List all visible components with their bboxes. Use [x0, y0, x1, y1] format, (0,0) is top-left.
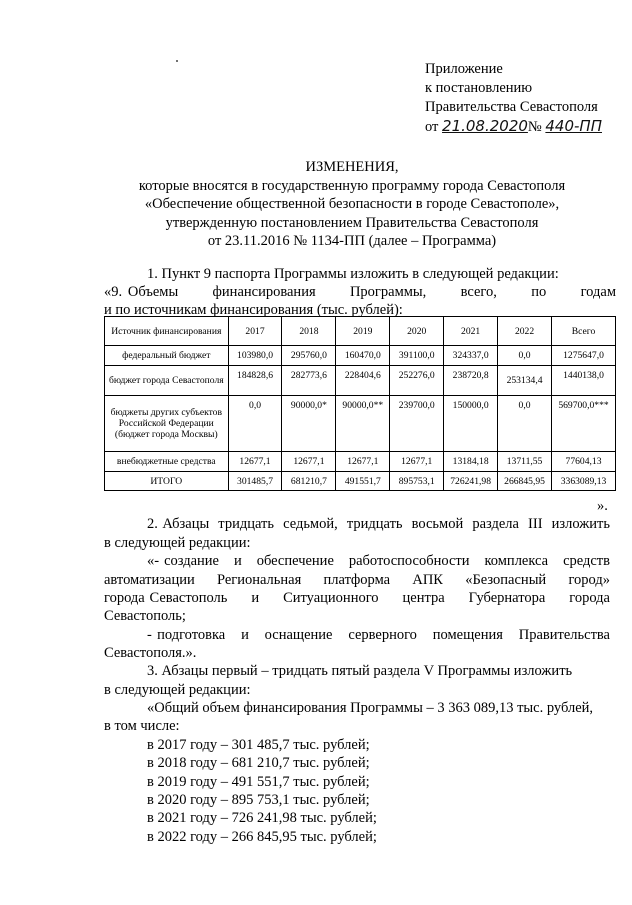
table-row [105, 366, 616, 396]
table-cell: 324337,0 [444, 346, 498, 366]
table-header-cell: Источник финансирования [105, 317, 229, 346]
annex-line-1: Приложение [425, 61, 503, 77]
year-line: в 2019 году – 491 551,7 тыс. рублей; [147, 774, 370, 790]
item-2-quote-2-line-2: Севастополя.». [104, 645, 197, 661]
table-cell: 1440138,0 [552, 366, 616, 396]
table-cell: 90000,0** [336, 396, 390, 452]
table-header-cell: 2020 [390, 317, 444, 346]
year-line: в 2022 году – 266 845,95 тыс. рублей; [147, 829, 377, 845]
table-cell: 12677,1 [228, 452, 282, 472]
table-cell: 184828,6 [228, 366, 282, 396]
scan-speck [176, 60, 178, 62]
table-cell: 569700,0*** [552, 396, 616, 452]
table-cell: 13711,55 [498, 452, 552, 472]
table-cell: 681210,7 [282, 472, 336, 491]
table-cell: 160470,0 [336, 346, 390, 366]
item-1-quote-line-1: «9. Объемы финансирования Программы, всего, по годам [104, 284, 616, 300]
table-header-cell: 2017 [228, 317, 282, 346]
document-title [92, 158, 612, 251]
item-3-intro-line-2: в следующей редакции: [104, 682, 251, 698]
table-row [105, 452, 616, 472]
table-cell: 12677,1 [390, 452, 444, 472]
table-cell: 253134,4 [498, 366, 552, 396]
table-cell: бюджет города Севастополя [105, 366, 229, 396]
table-cell: 1275647,0 [552, 346, 616, 366]
table-cell: 90000,0* [282, 396, 336, 452]
title-line-3: утвержденную постановлением Правительства Севастополя [165, 214, 539, 231]
item-3-total-line-2: в том числе: [104, 718, 180, 734]
table-cell: бюджеты других субъектов Российской Федерации (бюджет города Москвы) [105, 396, 229, 452]
item-2-quote-1-line-3: города Севастополь и Ситуационного центра Губернатора города [104, 590, 610, 606]
table-cell: ИТОГО [105, 472, 229, 491]
table-cell: 150000,0 [444, 396, 498, 452]
title-line-2: «Обеспечение общественной безопасности в городе Севастополе», [144, 196, 560, 212]
sign-number: 440-ПП [545, 117, 602, 135]
table-cell: 103980,0 [228, 346, 282, 366]
year-line: в 2020 году – 895 753,1 тыс. рублей; [147, 792, 370, 808]
table-cell: 0,0 [498, 346, 552, 366]
table-cell: 12677,1 [336, 452, 390, 472]
table-row [105, 472, 616, 491]
year-line: в 2021 году – 726 241,98 тыс. рублей; [147, 810, 377, 826]
table-cell: 0,0 [498, 396, 552, 452]
table-cell: 239700,0 [390, 396, 444, 452]
sign-date: 21.08.2020 [442, 117, 528, 135]
financing-table [104, 316, 616, 491]
sign-prefix: от [425, 119, 439, 135]
annex-line-2: к постановлению [425, 80, 533, 96]
item-1-text: 1. Пункт 9 паспорта Программы изложить в следующей редакции: [147, 266, 559, 282]
table-cell: 491551,7 [336, 472, 390, 491]
table-row [105, 396, 616, 452]
title-heading: ИЗМЕНЕНИЯ, [305, 159, 399, 175]
item-2-quote-1-line-2: автоматизации Региональная платформа АПК «Безопасный город» [104, 572, 610, 588]
item-3-intro-line-1: 3. Абзацы первый – тридцать пятый раздела V Программы изложить [147, 663, 573, 679]
table-cell: 391100,0 [390, 346, 444, 366]
year-line: в 2017 году – 301 485,7 тыс. рублей; [147, 737, 370, 753]
table-cell: 266845,95 [498, 472, 552, 491]
item-2-quote-1-line-4: Севастополь; [104, 608, 186, 624]
table-close-quote: ». [597, 498, 608, 514]
annex-line-3: Правительства Севастополя [425, 99, 598, 115]
table-cell: 282773,6 [282, 366, 336, 396]
table-header-row [105, 317, 616, 346]
item-2-intro-line-2: в следующей редакции: [104, 535, 251, 551]
item-2-quote-2-line-1: - подготовка и оснащение серверного помещения Правительства [147, 627, 610, 643]
table-cell: 726241,98 [444, 472, 498, 491]
table-header-cell: 2019 [336, 317, 390, 346]
table-cell: 238720,8 [444, 366, 498, 396]
annex-block [425, 60, 602, 137]
table-cell: 0,0 [228, 396, 282, 452]
table-cell: 301485,7 [228, 472, 282, 491]
sign-no-label: № [527, 119, 542, 135]
table-header-cell: Всего [552, 317, 616, 346]
title-line-4: от 23.11.2016 № 1134-ПП (далее – Программа) [207, 233, 497, 249]
item-3-total-line-1: «Общий объем финансирования Программы – 3 363 089,13 тыс. рублей, [147, 700, 594, 716]
table-row [105, 346, 616, 366]
table-cell: 252276,0 [390, 366, 444, 396]
table-header-cell: 2018 [282, 317, 336, 346]
table-cell: 895753,1 [390, 472, 444, 491]
table-cell: 12677,1 [282, 452, 336, 472]
table-cell: федеральный бюджет [105, 346, 229, 366]
table-cell: внебюджетные средства [105, 452, 229, 472]
table-cell: 228404,6 [336, 366, 390, 396]
item-1-quote-line-2: и по источникам финансирования (тыс. рублей): [104, 302, 403, 318]
annex-signature-line [425, 117, 602, 137]
title-line-1: которые вносятся в государственную программу города Севастополя [138, 177, 566, 194]
table-cell: 13184,18 [444, 452, 498, 472]
item-2-intro-line-1: 2. Абзацы тридцать седьмой, тридцать восьмой раздела III изложить [147, 516, 610, 532]
table-header-cell: 2022 [498, 317, 552, 346]
table-cell: 3363089,13 [552, 472, 616, 491]
table-cell: 77604,13 [552, 452, 616, 472]
item-2-quote-1-line-1: «- создание и обеспечение работоспособности комплекса средств [147, 553, 610, 569]
table-header-cell: 2021 [444, 317, 498, 346]
table-cell: 295760,0 [282, 346, 336, 366]
year-line: в 2018 году – 681 210,7 тыс. рублей; [147, 755, 370, 771]
